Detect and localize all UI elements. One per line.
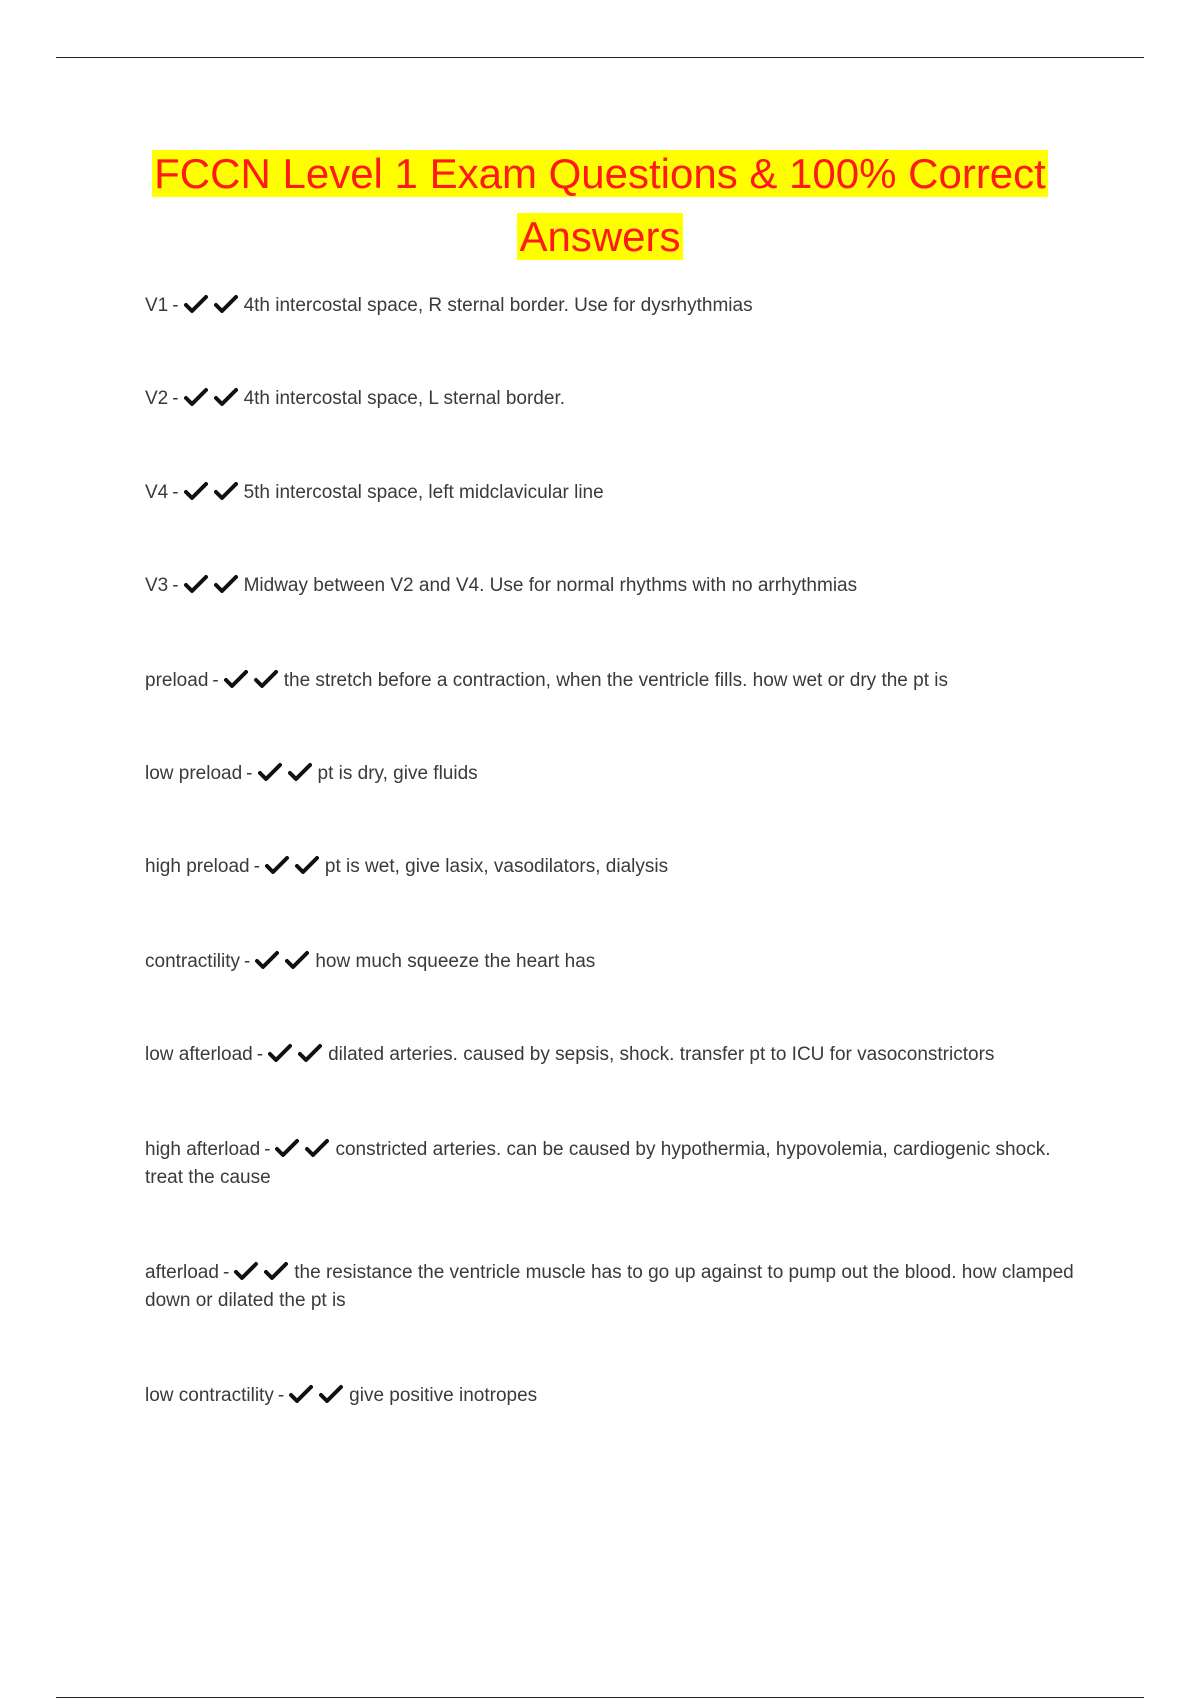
list-item xyxy=(145,479,1075,507)
entry-definition: how much squeeze the heart has xyxy=(315,951,596,972)
entry-definition: Midway between V2 and V4. Use for normal rhythms with no arrhythmias xyxy=(243,575,858,596)
checkmark-icon xyxy=(305,1138,329,1158)
entry-definition: pt is wet, give lasix, vasodilators, dialysis xyxy=(324,856,669,877)
entry-definition: constricted arteries. can be caused by hypothermia, hypovolemia, cardiogenic shock. treat the cause xyxy=(145,1139,1051,1188)
checkmark-icon xyxy=(258,762,282,782)
checkmark-icon xyxy=(234,1261,258,1281)
checkmark-icon xyxy=(214,387,238,407)
list-item xyxy=(145,385,1075,413)
entry-definition: 5th intercostal space, left midclavicular line xyxy=(243,482,604,503)
checkmark-icon xyxy=(214,574,238,594)
entry-term: V1 xyxy=(145,295,169,316)
entry-separator: - xyxy=(212,670,219,691)
entry-term: afterload xyxy=(145,1262,219,1283)
entry-term: high preload xyxy=(145,856,250,877)
list-item xyxy=(145,292,1075,320)
checkmark-icon xyxy=(184,387,208,407)
entry-definition: the resistance the ventricle muscle has to go up against to pump out the blood. how clamped down or dilated the pt is xyxy=(145,1262,1074,1311)
entry-separator: - xyxy=(244,951,251,972)
entry-term: preload xyxy=(145,670,209,691)
top-rule xyxy=(56,57,1144,58)
entry-definition: 4th intercostal space, L sternal border. xyxy=(243,388,566,409)
entry-separator: - xyxy=(253,856,260,877)
checkmark-icon xyxy=(184,574,208,594)
list-item xyxy=(145,572,1075,600)
checkmark-icon xyxy=(184,294,208,314)
entry-definition: 4th intercostal space, R sternal border. Use for dysrhythmias xyxy=(243,295,753,316)
checkmark-icon xyxy=(285,950,309,970)
entry-definition: give positive inotropes xyxy=(349,1385,538,1406)
entry-separator: - xyxy=(277,1385,285,1406)
checkmark-icon xyxy=(214,481,238,501)
entry-separator: - xyxy=(172,388,179,409)
entry-separator: - xyxy=(256,1044,264,1065)
entry-term: V2 xyxy=(145,388,169,409)
entry-term: V3 xyxy=(145,575,169,596)
entry-term: V4 xyxy=(145,482,169,503)
list-item xyxy=(145,1041,1075,1069)
list-item xyxy=(145,760,1075,788)
list-item xyxy=(145,1136,1075,1192)
list-item xyxy=(145,667,1075,695)
checkmark-icon xyxy=(288,762,312,782)
checkmark-icon xyxy=(214,294,238,314)
entry-definition: the stretch before a contraction, when the ventricle fills. how wet or dry the pt is xyxy=(283,670,948,691)
entry-separator: - xyxy=(264,1139,271,1160)
checkmark-icon xyxy=(255,950,279,970)
checkmark-icon xyxy=(184,481,208,501)
entry-separator: - xyxy=(246,763,253,784)
entry-term: low afterload xyxy=(145,1044,253,1065)
entry-term: low contractility xyxy=(145,1385,274,1406)
entry-definition: dilated arteries. caused by sepsis, shock. transfer pt to ICU for vasoconstrictors xyxy=(328,1044,995,1065)
checkmark-icon xyxy=(275,1138,299,1158)
checkmark-icon xyxy=(254,669,278,689)
checkmark-icon xyxy=(319,1384,343,1404)
list-item xyxy=(145,948,1075,976)
entry-term: high afterload xyxy=(145,1139,261,1160)
checkmark-icon xyxy=(289,1384,313,1404)
checkmark-icon xyxy=(224,669,248,689)
checkmark-icon xyxy=(295,855,319,875)
entry-separator: - xyxy=(172,575,179,596)
entry-definition: pt is dry, give fluids xyxy=(317,763,478,784)
list-item xyxy=(145,853,1075,881)
list-item xyxy=(145,1382,1075,1410)
entry-term: low preload xyxy=(145,763,243,784)
entry-separator: - xyxy=(222,1262,230,1283)
page-title xyxy=(100,142,1100,268)
checkmark-icon xyxy=(298,1043,322,1063)
title-line-2: Answers xyxy=(519,213,681,260)
checkmark-icon xyxy=(264,1261,288,1281)
list-item xyxy=(145,1259,1075,1315)
entry-separator: - xyxy=(172,482,179,503)
checkmark-icon xyxy=(268,1043,292,1063)
title-line-1: FCCN Level 1 Exam Questions & 100% Correct xyxy=(154,150,1046,197)
checkmark-icon xyxy=(265,855,289,875)
entry-separator: - xyxy=(172,295,179,316)
bottom-rule xyxy=(56,1697,1144,1698)
entry-term: contractility xyxy=(145,951,241,972)
